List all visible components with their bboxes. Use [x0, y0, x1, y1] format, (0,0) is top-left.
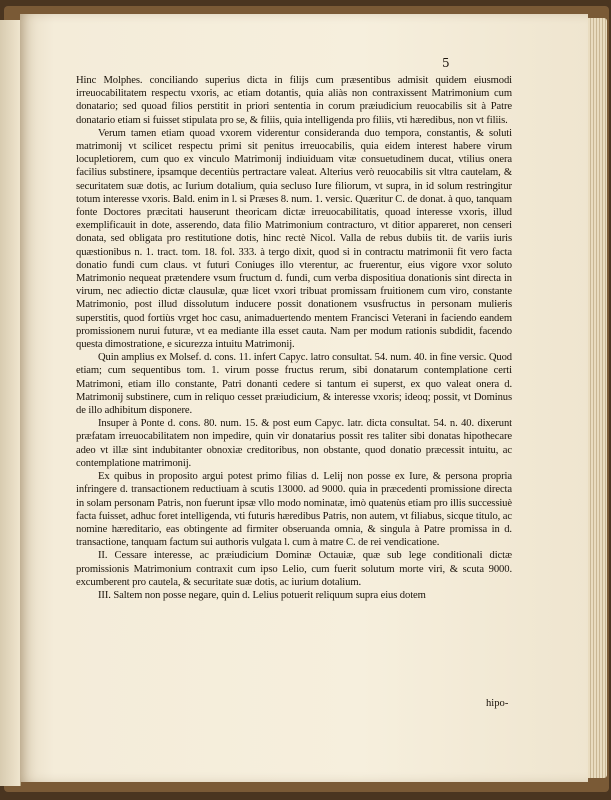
catchword: hipo-: [486, 698, 509, 709]
left-page-edge: [0, 20, 21, 786]
paragraph-4: Insuper à Ponte d. cons. 80. num. 15. & post eum Capyc. latr. dicta consultat. 54. n. 40. dixerunt præfatam irreuocabilitatem non impedire, quin vir donatarius possit res taliter sibi donatas hipothecare adeo vt illæ sint indubitanter obnoxiæ creditoribus, non obstante, quod donatio præcessit intuitu, ac contemplatione matrimonij.: [76, 418, 512, 469]
paragraph-1: Hinc Molphes. conciliando superius dicta in filijs cum præsentibus admisit quidem eiusmodi irreuocabilitatem respectu vxoris, ac etiam dotantis, quia aliàs non contraxissent Matrimonium cum donatario; sed quoad filios perstitit in priori sententia in corum præiudicium reuocabilis sit à Patre donatario etiam si fuisset stipulata pro se, & filiis, quia intelligenda pro filiis, vti hæredibus, non vt filiis.: [76, 75, 512, 126]
page-body-text: [76, 74, 512, 602]
paragraph-3: Quin amplius ex Molsef. d. cons. 11. infert Capyc. latro consultat. 54. num. 40. in fine versic. Quod etiam; cum sequentibus tom. 1. virum posse fructus rerum, sibi donatarum contemplatione certi Matrimoni, etiam illo constante, Patri donanti cedere si tantum ei superst, ex quo valeat onera d. Matrimonij substinere, cum in reliquo cesset præiudicium, & interesse vxoris; ideoq; possit, vt Dominus de illo adhibitum disponere.: [76, 352, 512, 417]
book-page: [20, 14, 588, 782]
page-number: 5: [442, 56, 450, 70]
paragraph-2: Verum tamen etiam quoad vxorem viderentur consideranda duo tempora, constantis, & soluti matrimonij vt scilicet respectu primi sit penitus irreuocabilis, quia eidem interest habere virum locupletiorem, cum quo ex vinculo Matrimonij indiuiduam vitæ consuetudinem ducat, vtilius onera facilius substinere, ipsamque decentiùs pertractare valeat. Alterius verò reuocabilis sit vltra cautelam, & securitatem suæ dotis, ac Iurium dotalium, quia secluso Iure filiorum, vt supra, in id solum restringitur totum interesse vxoris. Bald. enim in l. si Præses 8. num. 1. versic. Quæritur C. de donat. à quo, tanquam fonte Doctores præcitati hauserunt theoricam dictæ irreuocabilitatis, quoad interesse vxoris, illud exemplificauit in dote, asserendo, data filio Matrimonium contracturo, vt ditior appareret, non censeri donata, sed obligata pro restitutione dotis, hinc rectè Nicol. Valla de rebus dubiis tit. de variis iuris quæstionibus n. 1. tract. tom. 18. fol. 333. à tergo dixit, quod si in contractu matrimonii fit vero facta donatio fundi cum claus. vt futuri Coniuges illo vterentur, ac fruerentur, eius vigore vxor soluto Matrimonio nequeat prætendere vsum fructum d. fundi, cum verba dispositiua donationis sint directa in virum, nec adiectio dictæ clausulæ, quæ licet vxori tribuat promissam fruitionem cum viro, constante Matrimonio, post illud dissolutum inducere possit donationem vsusfructus in personam mulieris superstitis, quod fortiùs vrget hoc casu, animaduertendo mentem Francisci Veterani in faciendo eandem promissionem nurui futuræ, vt ea mediante illa esset cauta. Nam per modum rationis subdidit, facendo questa dimostratione, e sicurezza intuitu Matrimonij.: [76, 127, 512, 351]
paragraph-6: II. Cessare interesse, ac præiudicium Dominæ Octauiæ, quæ sub lege conditionali dictæ promissionis Matrimonium contraxit cum ipso Lelio, cum fuerit solutum morte viri, & scuta 9000. excumberent pro cautela, & securitate suæ dotis, ac iurium dotalium.: [76, 550, 512, 588]
paragraph-7: III. Saltem non posse negare, quin d. Lelius potuerit reliquum supra eius dotem: [98, 589, 426, 601]
paragraph-5: Ex quibus in proposito argui potest primo filias d. Lelij non posse ex Iure, & persona propria infringere d. transactionem reductiuam à scutis 13000. ad 9000. quia in præcedenti promissione directa in solam personam Patris, non fuerunt ipsæ vllo modo nominatæ, imò quatenùs etiam pro illis successiuè facta fuisset, adhuc foret intelligenda, vti futuris hæredibus Patris, non autem, vt filiabus, sicque titulo, ac nomine hæreditario, eas obtingente ad firmiter obseruanda omnia, & singula à Patre promissa in d. transactione, tanquam factum sui authoris vulgata l. cum à matre C. de rei vendicatione.: [76, 471, 512, 549]
